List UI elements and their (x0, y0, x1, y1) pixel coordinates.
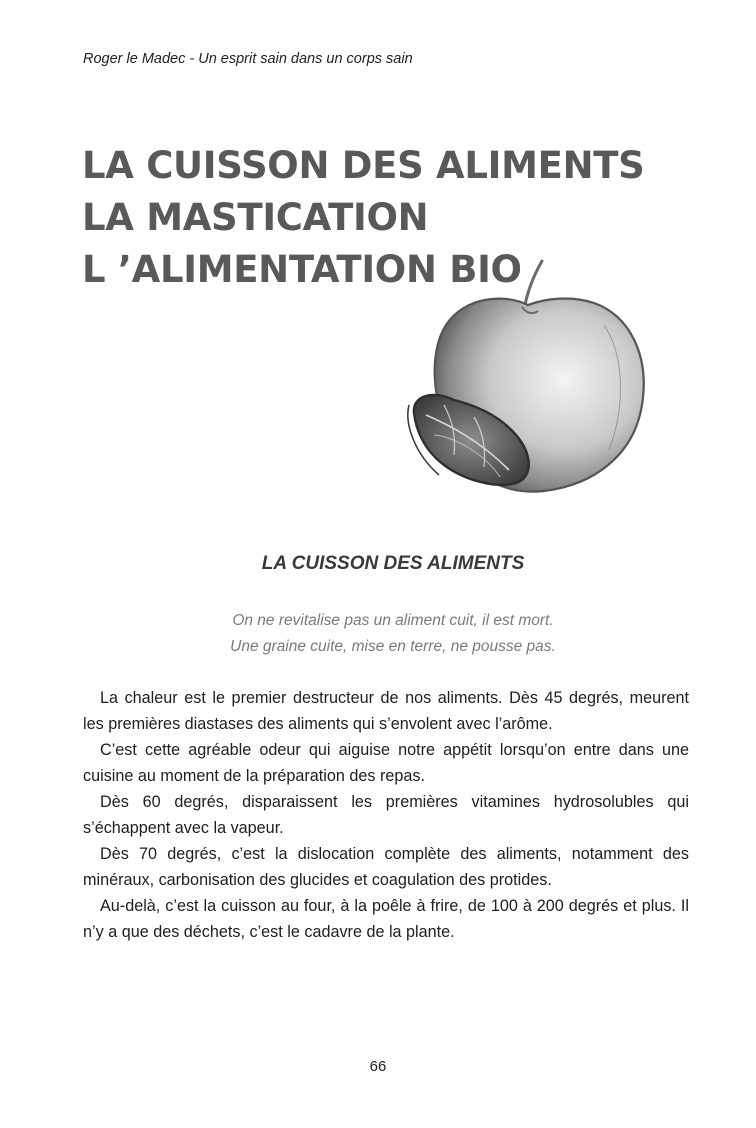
apple-walnut-illustration (404, 255, 654, 505)
paragraph: La chaleur est le premier destructeur de nos aliments. Dès 45 degrés, meurent les premières diastases des aliments qui s’envolent avec l’arôme. (83, 689, 689, 733)
body-text (83, 685, 689, 945)
epigraph-line: Une graine cuite, mise en terre, ne pousse pas. (230, 638, 556, 655)
chapter-title-line: L ’ALIMENTATION BIO (82, 248, 522, 291)
chapter-title-line: LA MASTICATION (82, 196, 429, 239)
chapter-title-line: LA CUISSON DES ALIMENTS (82, 144, 645, 187)
paragraph: Au-delà, c’est la cuisson au four, à la poêle à frire, de 100 à 200 degrés et plus. Il n’y a que des déchets, c’est le cadavre de la plante. (83, 897, 689, 941)
page-number: 66 (369, 1058, 387, 1075)
epigraph-line: On ne revitalise pas un aliment cuit, il est mort. (232, 612, 554, 629)
paragraph: Dès 60 degrés, disparaissent les premières vitamines hydrosolubles qui s’échappent avec la vapeur. (83, 793, 689, 837)
running-header: Roger le Madec - Un esprit sain dans un corps sain (83, 51, 413, 67)
paragraph: C’est cette agréable odeur qui aiguise notre appétit lorsqu’on entre dans une cuisine au moment de la préparation des repas. (83, 741, 689, 785)
paragraph: Dès 70 degrés, c’est la dislocation complète des aliments, notamment des minéraux, carbonisation des glucides et coagulation des protides. (83, 845, 689, 889)
section-title: LA CUISSON DES ALIMENTS (261, 553, 525, 574)
apple-stem (525, 261, 542, 305)
epigraph (0, 608, 756, 660)
